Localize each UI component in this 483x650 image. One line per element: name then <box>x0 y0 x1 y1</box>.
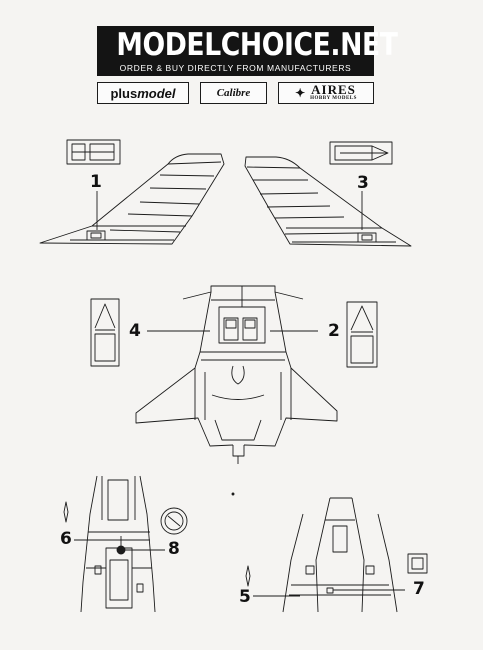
banner-title: MODELCHOICE.NET <box>116 27 398 63</box>
calibre-logo-text: Calibre <box>216 87 251 99</box>
callout-4: 4 <box>129 321 141 341</box>
aircraft-plan-view-drawing <box>136 286 337 464</box>
callout-2: 2 <box>328 321 340 341</box>
part-7-position-marker <box>327 588 333 593</box>
part-detail-1 <box>67 140 120 164</box>
callout-8: 8 <box>168 539 180 559</box>
left-tail-fin-drawing <box>40 154 224 244</box>
aires-logo-text: AIRES <box>311 82 356 97</box>
part-detail-7 <box>408 554 427 573</box>
gauge-part-5 <box>246 566 250 586</box>
gauge-part-6 <box>64 502 68 522</box>
part-detail-2 <box>347 302 377 367</box>
callout-3: 3 <box>357 173 369 193</box>
aires-logo-subtext: HOBBY MODELS <box>310 96 357 101</box>
plusmodel-logo-text-b: model <box>137 85 176 101</box>
part-detail-3 <box>330 142 392 164</box>
right-tail-fin-drawing <box>245 157 411 246</box>
bottom-left-fuselage-drawing <box>81 476 155 612</box>
callout-5: 5 <box>239 587 251 607</box>
callout-7: 7 <box>413 579 425 599</box>
stray-mark <box>232 493 234 495</box>
aires-star-icon: ✦ <box>295 85 307 100</box>
part-8-position-marker <box>117 546 125 554</box>
part-detail-8 <box>161 508 187 534</box>
bottom-right-fuselage-drawing <box>283 498 397 612</box>
callout-1: 1 <box>90 172 102 192</box>
banner-tagline: ORDER & BUY DIRECTLY FROM MANUFACTURERS <box>119 63 352 73</box>
part-detail-4 <box>91 299 119 366</box>
callout-6: 6 <box>60 529 72 549</box>
plusmodel-logo-text-a: plus <box>110 85 138 101</box>
